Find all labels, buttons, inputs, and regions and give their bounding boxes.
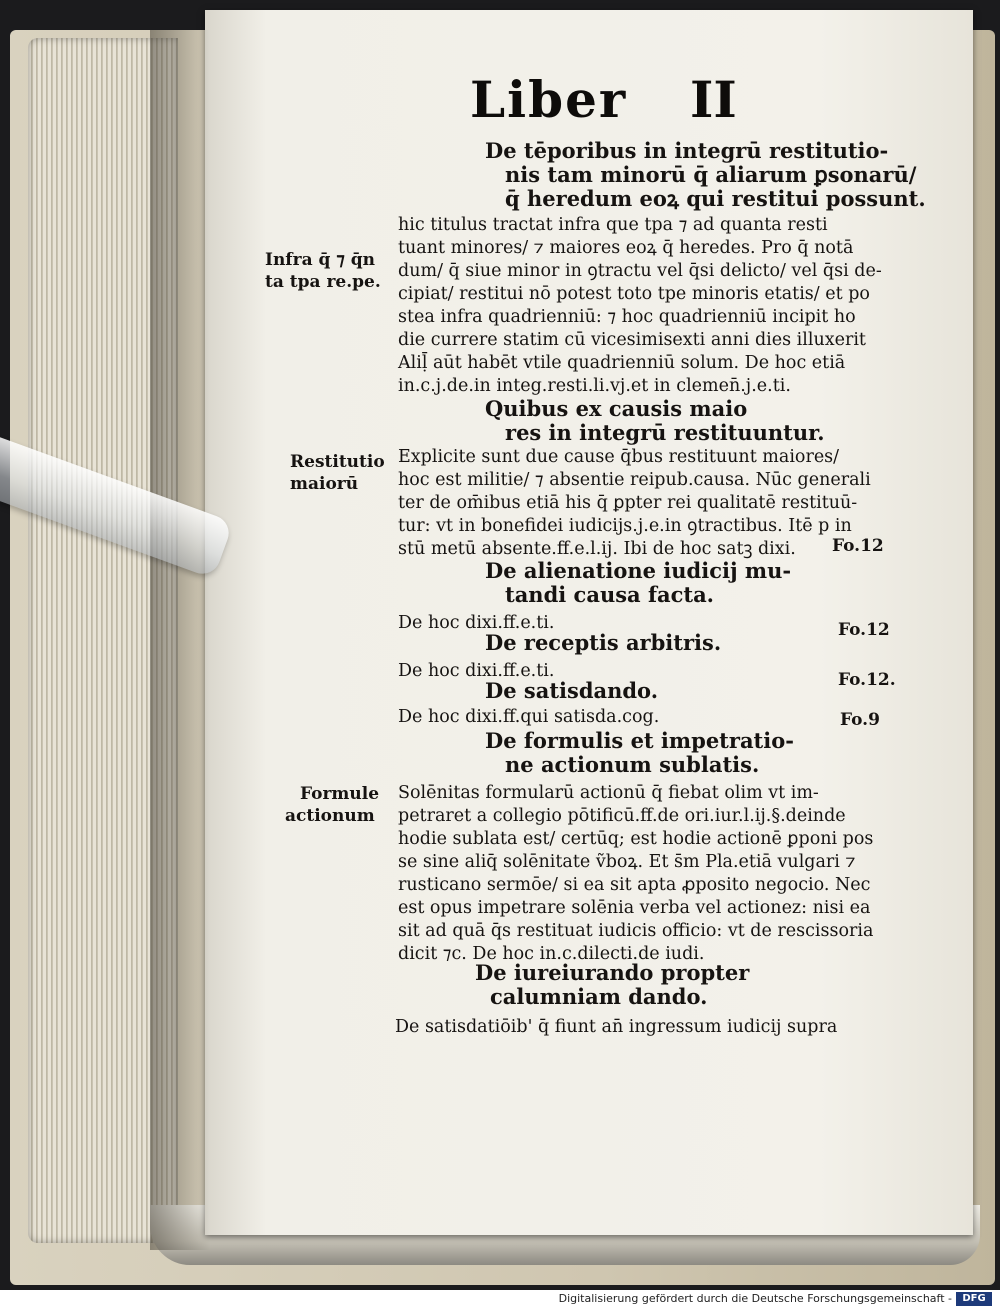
margin-note-1-line-2: ta tpa re.pe. <box>265 272 381 292</box>
folio-ref-1: Fo.12 <box>832 536 884 556</box>
text-line: De iureiurando propter <box>475 960 750 985</box>
text-line: nis tam minorū q̄ aliarum ꝑsonarū/ <box>505 162 917 187</box>
text-line: De hoc dixi.ff.e.ti. <box>398 661 555 681</box>
text-line: dum/ q̄ siue minor in ꝯtractu vel q̄si delicto/ vel q̄si de- <box>398 261 882 281</box>
text-line: De satisdatiōib' q̄ fiunt an̄ ingressum iudicij supra <box>395 1017 838 1037</box>
running-head-number: II <box>690 70 737 129</box>
text-line: hodie sublata est/ certūq; est hodie actionē ꝑponi pos <box>398 829 874 849</box>
text-line: tur: vt in bonefidei iudicijs.j.e.in ꝯtractibus. Itē p in <box>398 516 852 536</box>
text-line: De hoc dixi.ff.e.ti. <box>398 613 555 633</box>
text-line: tandi causa facta. <box>505 582 714 607</box>
text-line: De receptis arbitris. <box>485 630 722 655</box>
text-line: res in integrū restituuntur. <box>505 420 825 445</box>
folio-ref-3: Fo.12. <box>838 670 896 690</box>
footer-bar <box>0 1290 1000 1309</box>
margin-note-1-line-1: Infra q̄ ⁊ q̄n <box>265 250 375 270</box>
text-line: in.c.j.de.in integ.resti.li.vj.et in clemen̄.j.e.ti. <box>398 376 791 396</box>
text-line: De alienatione iudicij mu- <box>485 558 792 583</box>
folio-ref-2: Fo.12 <box>838 620 890 640</box>
text-line: q̄ heredum eoꝝ qui restitui possunt. <box>505 186 926 211</box>
text-line: De tēporibus in integrū restitutio- <box>485 138 889 163</box>
text-line: De hoc dixi.ff.qui satisda.cog. <box>398 707 660 727</box>
text-line: hic titulus tractat infra que tpa ⁊ ad quanta resti <box>398 215 828 235</box>
text-line: dicit ⁊c. De hoc in.c.dilecti.de iudi. <box>398 944 705 964</box>
text-line: Quibus ex causis maio <box>485 396 748 421</box>
text-line: Solēnitas formularū actionū q̄ fiebat olim vt im- <box>398 783 819 803</box>
running-head-word: Liber <box>470 70 628 129</box>
text-line: ter de om̄ibus etiā his q̄ ꝑpter rei qualitatē restituū- <box>398 493 858 513</box>
margin-note-2-line-1: Restitutio <box>290 452 385 472</box>
gutter-shadow <box>150 30 210 1250</box>
margin-note-3-line-2: actionum <box>285 806 375 826</box>
text-line: Explicite sunt due cause q̄bus restituunt maiores/ <box>398 447 840 467</box>
text-line: stū metū absente.ff.e.l.ij. Ibi de hoc satꝫ dixi. <box>398 539 796 559</box>
text-line: sit ad quā q̄s restituat iudicis officio: vt de rescissoria <box>398 921 874 941</box>
text-line: petraret a collegio pōtificū.ff.de ori.iur.l.ij.§.deinde <box>398 806 846 826</box>
text-line: calumniam dando. <box>490 984 708 1009</box>
text-line: se sine aliq̄ solēnitate ṽboꝝ. Et s̄m Pla.etiā vulgari ⁊ <box>398 852 856 872</box>
text-line: ne actionum sublatis. <box>505 752 760 777</box>
footer-credit-text: Digitalisierung gefördert durch die Deutsche Forschungsgemeinschaft - <box>558 1292 952 1305</box>
text-line: rusticano sermōe/ si ea sit apta ꝓposito negocio. Nec <box>398 875 871 895</box>
text-line: De formulis et impetratio- <box>485 728 794 753</box>
dfg-logo: DFG <box>956 1292 992 1306</box>
text-line: Aliḹ aūt habēt vtile quadrienniū solum. De hoc etiā <box>398 353 846 373</box>
text-line: est opus impetrare solēnia verba vel actionez: nisi ea <box>398 898 871 918</box>
text-line: stea infra quadrienniū: ⁊ hoc quadrienniū incipit ho <box>398 307 856 327</box>
margin-note-2-line-2: maiorū <box>290 474 359 494</box>
text-line: De satisdando. <box>485 678 659 703</box>
text-line: hoc est militie/ ⁊ absentie reipub.causa. Nūc generali <box>398 470 871 490</box>
margin-note-3-line-1: Formule <box>300 784 380 804</box>
text-line: cipiat/ restitui nō potest toto tpe minoris etatis/ et po <box>398 284 870 304</box>
folio-ref-4: Fo.9 <box>840 710 880 730</box>
text-line: tuant minores/ ⁊ maiores eoꝝ q̄ heredes. Pro q̄ notā <box>398 238 854 258</box>
text-line: die currere statim cū vicesimisexti anni dies illuxerit <box>398 330 866 350</box>
